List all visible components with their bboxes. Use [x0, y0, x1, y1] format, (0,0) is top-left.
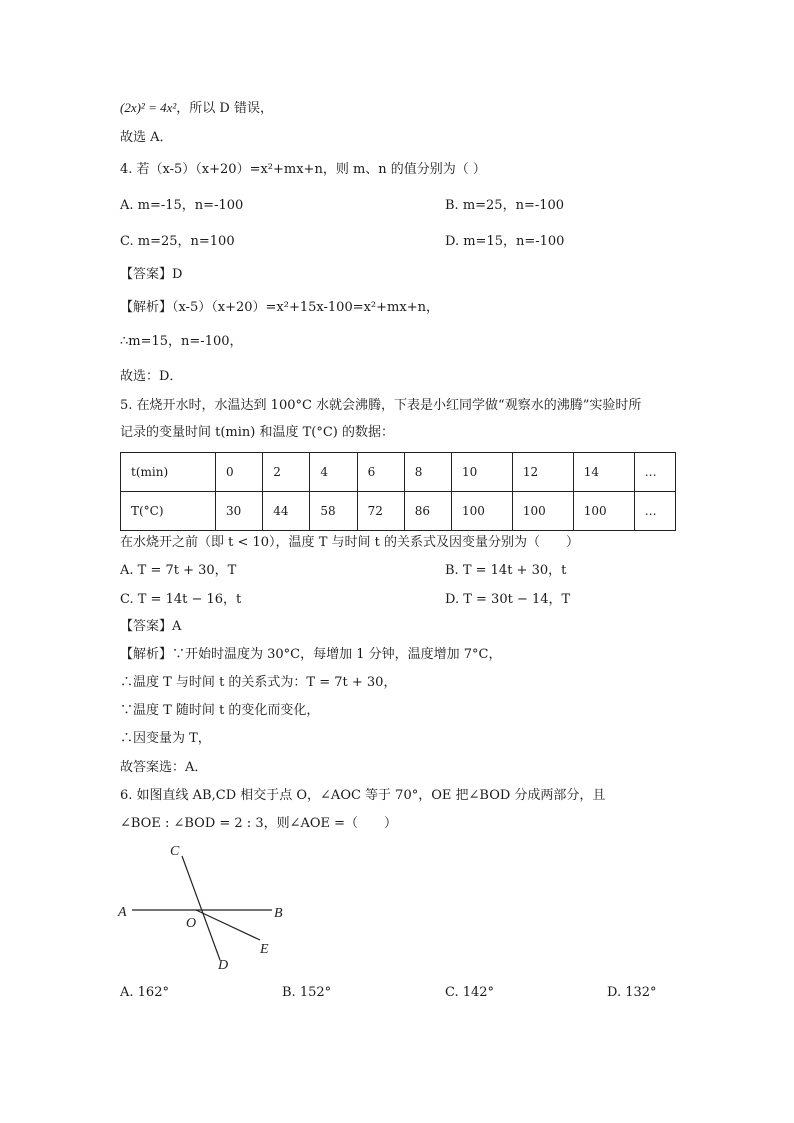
- table-row-temperature: [121, 492, 676, 531]
- point-label-a: A: [118, 905, 127, 920]
- table-row-time: [121, 453, 676, 492]
- table-cell: 8: [404, 453, 451, 492]
- point-label-e: E: [260, 942, 269, 957]
- table-cell: 100: [512, 492, 573, 531]
- q6-stem-2: ∠BOE : ∠BOD = 2 : 3，则∠AOE =（ ）: [120, 816, 398, 831]
- q5-analysis-1: 【解析】∵开始时温度为 30°C，每增加 1 分钟，温度增加 7°C，: [120, 647, 502, 662]
- q4-stem: 4. 若（x-5）（x+20）=x²+mx+n，则 m、n 的值分别为（ ）: [120, 162, 486, 177]
- table-cell: 2: [263, 453, 310, 492]
- table-header-cell: T(°C): [121, 492, 216, 531]
- q5-stem-1: 5. 在烧开水时，水温达到 100°C 水就会沸腾，下表是小红同学做“观察水的沸腾”实验时所: [120, 398, 642, 413]
- q6-stem-1: 6. 如图直线 AB,CD 相交于点 O，∠AOC 等于 70°，OE 把∠BOD 分成两部分，且: [120, 788, 606, 803]
- q3-conclusion: 故选 A．: [120, 130, 173, 145]
- q5-option-b: B. T = 14t + 30，t: [445, 563, 567, 578]
- q5-analysis-3: ∵温度 T 随时间 t 的变化而变化，: [120, 703, 320, 718]
- q5-data-table: [120, 452, 676, 531]
- table-cell: 30: [216, 492, 263, 531]
- q4-answer: 【答案】D: [120, 267, 183, 282]
- q4-option-b: B. m=25，n=-100: [445, 198, 565, 213]
- q5-option-c: C. T = 14t − 16，t: [120, 592, 242, 607]
- table-cell: 6: [357, 453, 404, 492]
- table-cell: 10: [451, 453, 512, 492]
- point-label-c: C: [170, 844, 180, 859]
- table-cell: 4: [310, 453, 357, 492]
- point-label-d: D: [218, 958, 229, 970]
- q4-option-d: D. m=15，n=-100: [445, 234, 565, 249]
- table-cell: …: [634, 453, 675, 492]
- table-cell: 0: [216, 453, 263, 492]
- intersecting-lines-figure: [112, 838, 302, 970]
- table-cell: 100: [573, 492, 634, 531]
- table-header-cell: t(min): [121, 453, 216, 492]
- q3-formula: (2x)² = 4x²: [120, 100, 177, 115]
- table-cell: 14: [573, 453, 634, 492]
- q6-option-c: C. 142°: [445, 985, 495, 1000]
- q6-option-b: B. 152°: [282, 985, 332, 1000]
- q6-option-a: A. 162°: [120, 985, 169, 1000]
- table-cell: 86: [404, 492, 451, 531]
- q5-analysis-4: ∴因变量为 T，: [120, 731, 211, 746]
- q5-answer: 【答案】A: [120, 619, 182, 634]
- q4-option-c: C. m=25，n=100: [120, 234, 235, 249]
- q6-option-d: D. 132°: [607, 985, 657, 1000]
- table-cell: 44: [263, 492, 310, 531]
- table-cell: 72: [357, 492, 404, 531]
- q5-analysis-2: ∴温度 T 与时间 t 的关系式为：T = 7t + 30，: [120, 675, 397, 690]
- q3-note: ，所以 D 错误，: [176, 101, 273, 116]
- q4-option-a: A. m=-15，n=-100: [120, 198, 244, 213]
- q4-analysis-2: ∴m=15，n=-100，: [120, 334, 243, 349]
- point-label-o: O: [186, 916, 197, 931]
- q5-option-d: D. T = 30t − 14，T: [445, 592, 571, 607]
- table-cell: …: [634, 492, 675, 531]
- table-cell: 12: [512, 453, 573, 492]
- table-cell: 58: [310, 492, 357, 531]
- q5-question: 在水烧开之前（即 t < 10），温度 T 与时间 t 的关系式及因变量分别为（ ）: [120, 535, 579, 550]
- ray-oe: [196, 910, 260, 940]
- q5-stem-2: 记录的变量时间 t(min) 和温度 T(°C) 的数据：: [120, 425, 395, 440]
- line-cd: [182, 856, 220, 960]
- q4-conclusion: 故选：D．: [120, 369, 183, 384]
- q3-derivation: [120, 98, 273, 119]
- q4-analysis-1: 【解析】（x-5）（x+20）=x²+15x-100=x²+mx+n，: [120, 300, 439, 315]
- q5-option-a: A. T = 7t + 30，T: [120, 563, 237, 578]
- table-cell: 100: [451, 492, 512, 531]
- q5-conclusion: 故答案选：A．: [120, 760, 208, 775]
- point-label-b: B: [274, 906, 283, 921]
